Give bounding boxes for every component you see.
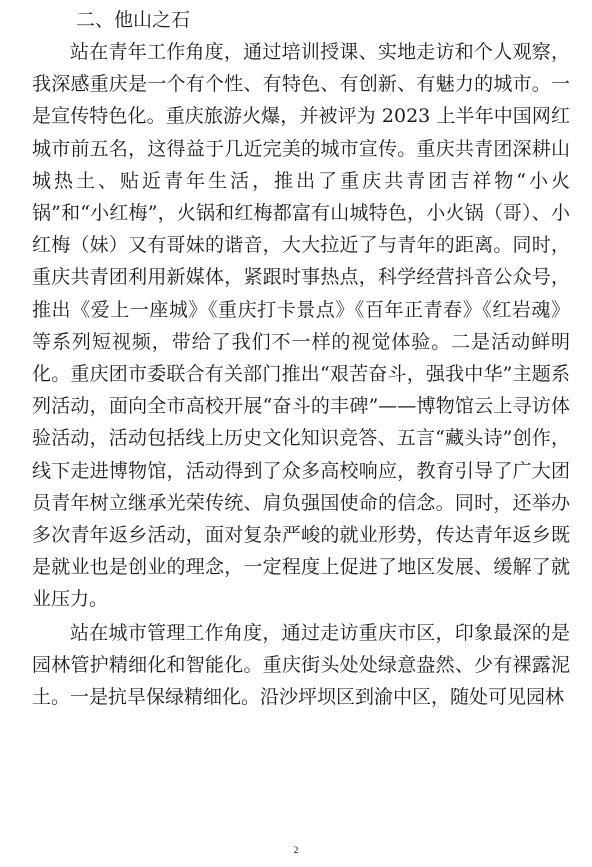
paragraph-city-management: 站在城市管理工作角度，通过走访重庆市区，印象最深的是园林管护精细化和智能化。重庆街头处处绿意盎然、少有裸露泥土。一是抗旱保绿精细化。沿沙坪坝区到渝中区，随处可见园林 [32, 621, 570, 709]
section-heading: 二、他山之石 [76, 9, 191, 31]
page-number: 2 [293, 845, 299, 855]
paragraph-youth-work: 站在青年工作角度，通过培训授课、实地走访和个人观察，我深感重庆是一个有个性、有特色、有创新、有魅力的城市。一是宣传特色化。重庆旅游火爆，并被评为 2023 上半年中国网红城市前五名，这得益于几近完美的城市宣传。重庆共青团深耕山城热土、贴近青年生活，推出了重庆共青团吉祥物“小火锅”和“小红梅”，火锅和红梅都富有山城特色，小火锅（哥）、小红梅（妹）又有哥妹的谐音，大大拉近了与青年的距离。同时，重庆共青团利用新媒体，紧跟时事热点，科学经营抖音公众号，推出《爱上一座城》《重庆打卡景点》《百年正青春》《红岩魂》等系列短视频，带给了我们不一样的视觉体验。二是活动鲜明化。重庆团市委联合有关部门推出“艰苦奋斗，强我中华”主题系列活动，面向全市高校开展“奋斗的丰碑”——博物馆云上寻访体验活动，活动包括线上历史文化知识竞答、五言“藏头诗”创作，线下走进博物馆，活动得到了众多高校响应，教育引导了广大团员青年树立继承光荣传统、肩负强国使命的信念。同时，还举办多次青年返乡活动，面对复杂严峻的就业形势，传达青年返乡既是就业也是创业的理念，一定程度上促进了地区发展、缓解了就业压力。 [32, 41, 570, 611]
